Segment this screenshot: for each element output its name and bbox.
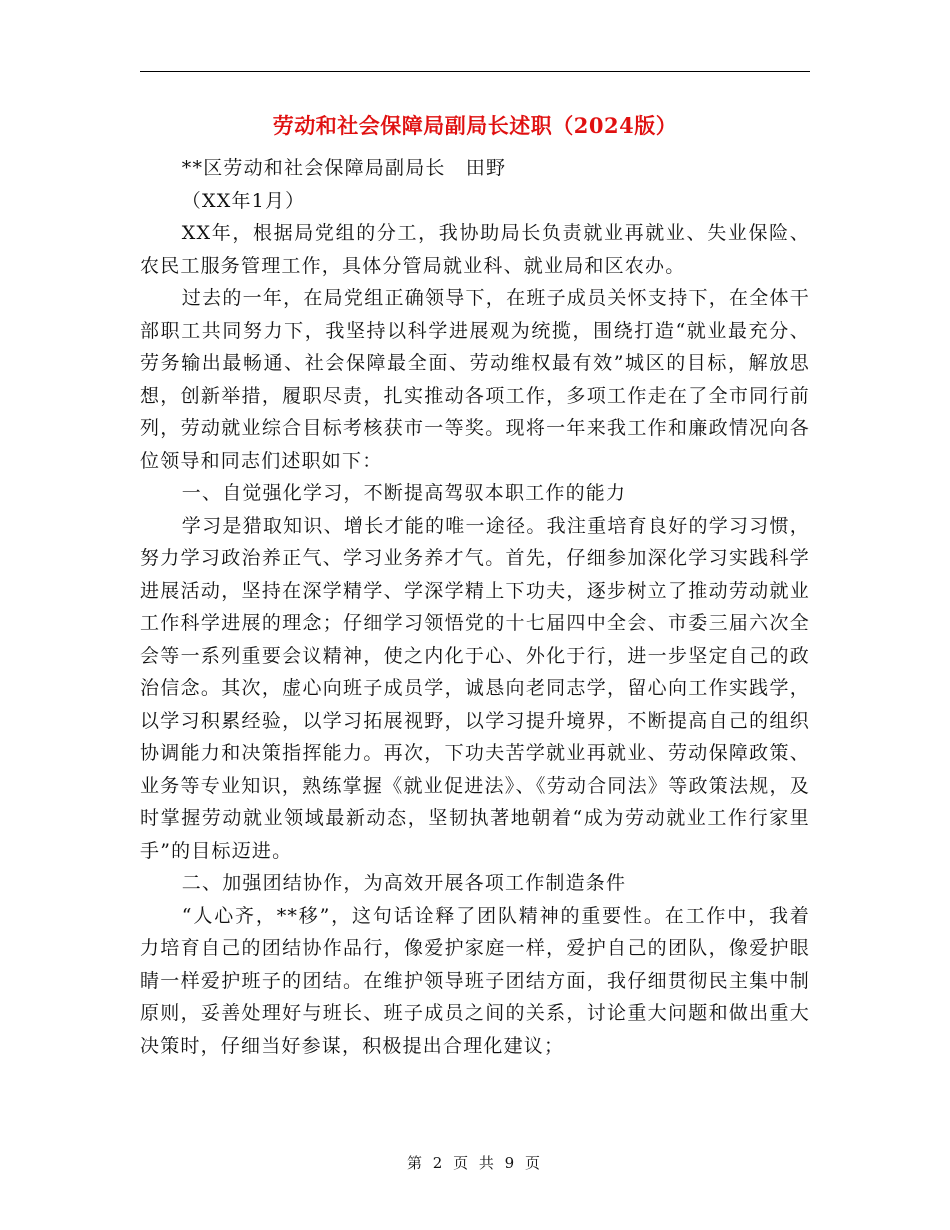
date-line: （XX年1月） (181, 189, 306, 212)
paragraph: 过去的一年，在局党组正确领导下，在班子成员关怀支持下，在全体干部职工共同努力下，我坚持以科学进展观为统揽，围绕打造“就业最充分、劳务输出最畅通、社会保障最全面、劳动维权最有效”城区的目标，解放思想，创新举措，履职尽责，扎实推动各项工作，多项工作走在了全市同行前列，劳动就业综合目标考核获市一等奖。现将一年来我工作和廉政情况向各位领导和同志们述职如下： (140, 287, 810, 472)
paragraph: “人心齐，**移”，这句话诠释了团队精神的重要性。在工作中，我着力培育自己的团结协作品行，像爱护家庭一样，爱护自己的团队，像爱护眼睛一样爱护班子的团结。在维护领导班子团结方面，我仔细贯彻民主集中制原则，妥善处理好与班长、班子成员之间的关系，讨论重大问题和做出重大决策时，仔细当好参谋，积极提出合理化建议； (140, 904, 810, 1057)
section-heading: 一、自觉强化学习，不断提高驾驭本职工作的能力 (181, 482, 627, 504)
paragraph: 学习是猎取知识、增长才能的唯一途径。我注重培育良好的学习习惯，努力学习政治养正气、学习业务养才气。首先，仔细参加深化学习实践科学进展活动，坚持在深学精学、学深学精上下功夫，逐步树立了推动劳动就业工作科学进展的理念；仔细学习领悟党的十七届四中全会、市委三届六次全会等一系列重要会议精神，使之内化于心、外化于行，进一步坚定自己的政治信念。其次，虚心向班子成员学，诚恳向老同志学，留心向工作实践学，以学习积累经验，以学习拓展视野，以学习提升境界，不断提高自己的组织协调能力和决策指挥能力。再次，下功夫苦学就业再就业、劳动保障政策、业务等专业知识，熟练掌握《就业促进法》、《劳动合同法》等政策法规，及时掌握劳动就业领域最新动态，坚韧执著地朝着“成为劳动就业工作行家里手”的目标迈进。 (140, 514, 810, 862)
header-rule (140, 71, 810, 72)
document-body (140, 152, 810, 1062)
paragraph: XX年，根据局党组的分工，我协助局长负责就业再就业、失业保险、农民工服务管理工作，具体分管局就业科、就业局和区农办。 (140, 222, 810, 277)
document-title: 劳动和社会保障局副局长述职（2024版） (272, 113, 678, 138)
author-line: **区劳动和社会保障局副局长 田野 (181, 157, 507, 179)
page-number: 第 2 页 共 9 页 (407, 1154, 543, 1172)
section-heading: 二、加强团结协作，为高效开展各项工作制造条件 (181, 872, 627, 894)
